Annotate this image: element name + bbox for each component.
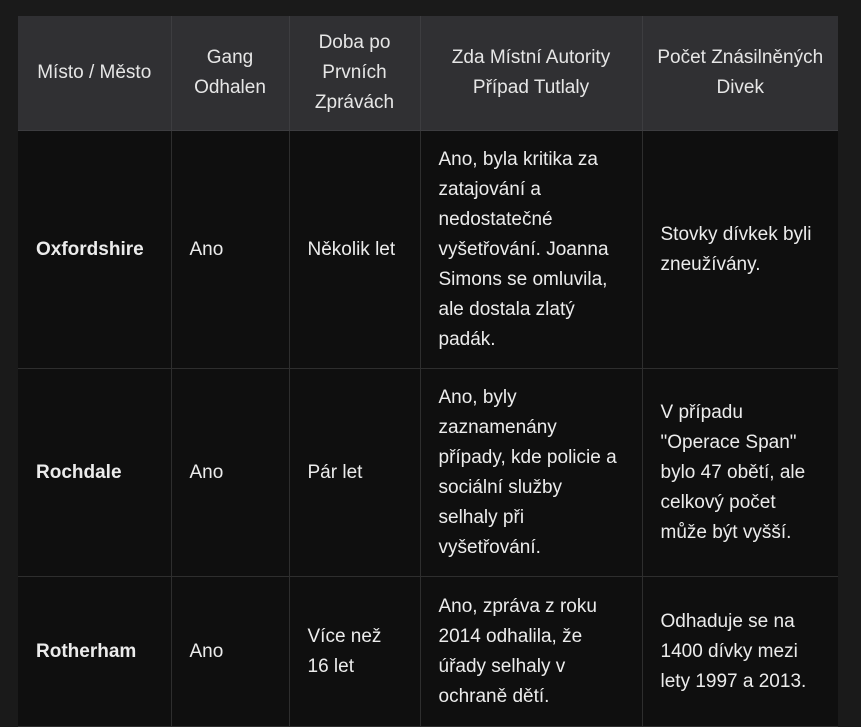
- cell-city: Oxfordshire: [18, 131, 171, 369]
- header-duration: Doba po Prvních Zprávách: [289, 16, 420, 131]
- data-table: [18, 16, 838, 727]
- cell-city: Rotherham: [18, 577, 171, 727]
- cell-victims: V případu "Operace Span" bylo 47 obětí, ale celkový počet může být vyšší.: [642, 369, 838, 577]
- header-gang: Gang Odhalen: [171, 16, 289, 131]
- table-row: [18, 369, 838, 577]
- header-place: Místo / Město: [18, 16, 171, 131]
- cell-coverup: Ano, zpráva z roku 2014 odhalila, že úřady selhaly v ochraně dětí.: [420, 577, 642, 727]
- table-row: [18, 577, 838, 727]
- cell-duration: Několik let: [289, 131, 420, 369]
- cell-gang: Ano: [171, 131, 289, 369]
- cell-coverup: Ano, byly zaznamenány případy, kde policie a sociální služby selhaly při vyšetřování.: [420, 369, 642, 577]
- header-victims: Počet Znásilněných Divek: [642, 16, 838, 131]
- cell-duration: Pár let: [289, 369, 420, 577]
- cell-gang: Ano: [171, 369, 289, 577]
- cell-coverup: Ano, byla kritika za zatajování a nedostatečné vyšetřování. Joanna Simons se omluvila, ale dostala zlatý padák.: [420, 131, 642, 369]
- table-container: [18, 16, 838, 727]
- table-body: [18, 131, 838, 727]
- cell-gang: Ano: [171, 577, 289, 727]
- cell-victims: Stovky dívkek byli zneužívány.: [642, 131, 838, 369]
- cell-victims: Odhaduje se na 1400 dívky mezi lety 1997 a 2013.: [642, 577, 838, 727]
- cell-duration: Více než 16 let: [289, 577, 420, 727]
- table-row: [18, 131, 838, 369]
- table-header: [18, 16, 838, 131]
- header-coverup: Zda Místní Autority Případ Tutlaly: [420, 16, 642, 131]
- cell-city: Rochdale: [18, 369, 171, 577]
- header-row: [18, 16, 838, 131]
